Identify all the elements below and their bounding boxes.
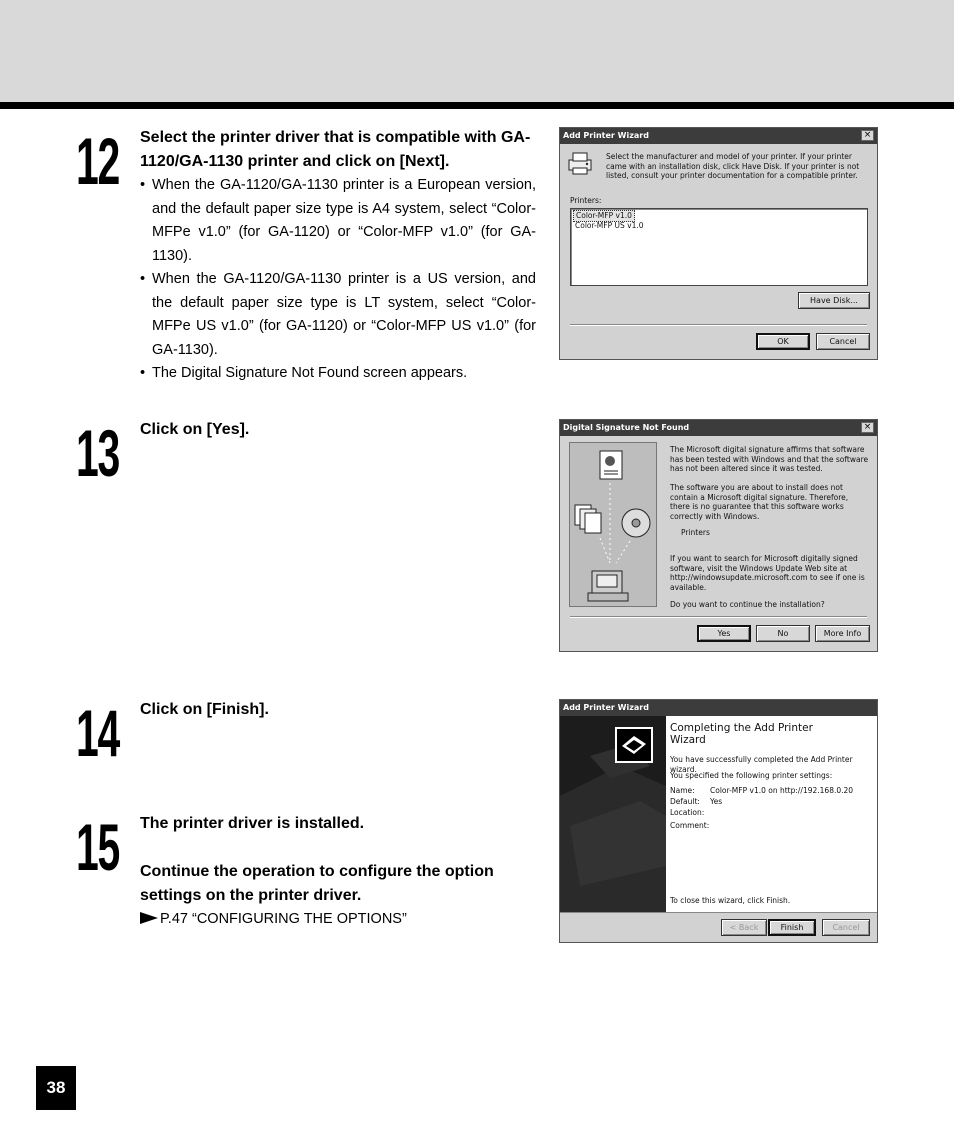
signature-illustration [569, 442, 657, 607]
setting-default-label: Default: [670, 797, 700, 806]
setting-comment-label: Comment: [670, 821, 710, 830]
have-disk-button[interactable]: Have Disk... [798, 292, 870, 309]
wizard-instructions: Select the manufacturer and model of your printer. If your printer came with an installation disk, click Have Disk. If your printer is not listed, consult your printer documentation for a compatible printer. [606, 152, 860, 180]
dialog-title: Add Printer Wizard [563, 131, 649, 140]
add-printer-complete-dialog [559, 699, 878, 943]
step-12-title: Select the printer driver that is compatible with GA-1120/GA-1130 printer and click on [Next]. [140, 129, 531, 170]
wizard-printer-watermark-icon [560, 716, 666, 912]
page-number: 38 [36, 1066, 76, 1110]
wizard-content-panel [666, 716, 877, 912]
wizard-specified-text: You specified the following printer settings: [670, 771, 833, 780]
step-12-bullet-1: • When the GA-1120/GA-1130 printer is a European version, and the default paper size type is A4 system, select “Color-MFPe v1.0” (for GA-1120) or “Color-MFP v1.0” (for GA-1130). [140, 174, 536, 268]
printer-icon [566, 150, 594, 176]
signature-question: Do you want to continue the installation? [670, 600, 825, 609]
setting-location-label: Location: [670, 808, 705, 817]
signature-artwork-icon [570, 443, 656, 606]
setting-name-label: Name: [670, 786, 695, 795]
wizard-success-text: You have successfully completed the Add Printer wizard. [670, 755, 853, 774]
step-12-bullets [140, 174, 536, 386]
yes-button[interactable]: Yes [697, 625, 751, 642]
dialog-separator [570, 324, 867, 326]
dialog-separator [560, 912, 877, 913]
header-rule [0, 102, 954, 109]
signature-para-1: The Microsoft digital signature affirms that software has been tested with Windows and that the software has not been altered since it was tested. [670, 445, 869, 473]
printer-list-item[interactable]: Color-MFP US v1.0 [575, 221, 644, 230]
reference-text: P.47 “CONFIGURING THE OPTIONS” [160, 911, 407, 927]
step-number-13: 13 [76, 416, 120, 490]
no-button[interactable]: No [756, 625, 810, 642]
dialog-separator [570, 616, 867, 618]
step-number-12: 12 [76, 124, 120, 198]
header-band [0, 0, 954, 102]
reference-link[interactable] [140, 909, 407, 929]
step-15-subtitle: Continue the operation to configure the option settings on the printer driver. [140, 863, 494, 904]
step-15-title: The printer driver is installed. [140, 815, 365, 832]
close-icon[interactable]: × [861, 422, 874, 433]
add-printer-wizard-dialog [559, 127, 878, 360]
printer-list-item[interactable]: Color-MFP v1.0 [573, 210, 635, 222]
wizard-side-panel [560, 716, 666, 912]
wizard-close-hint: To close this wizard, click Finish. [670, 896, 791, 905]
signature-para-2: The software you are about to install does not contain a Microsoft digital signature. Therefore, there is no guarantee that this software works correctly with Windows. [670, 483, 849, 521]
printers-label: Printers: [570, 196, 602, 205]
step-13-title: Click on [Yes]. [140, 421, 250, 438]
arrow-right-icon [140, 912, 158, 924]
finish-button[interactable]: Finish [768, 919, 816, 936]
dialog-titlebar [560, 128, 877, 144]
digital-signature-dialog [559, 419, 878, 652]
step-14-title: Click on [Finish]. [140, 701, 269, 718]
ok-button[interactable]: OK [756, 333, 810, 350]
step-12-bullet-3: • The Digital Signature Not Found screen appears. [140, 362, 536, 386]
wizard-heading: Completing the Add Printer Wizard [670, 722, 813, 746]
step-number-15: 15 [76, 810, 120, 884]
more-info-button[interactable]: More Info [815, 625, 870, 642]
dialog-title: Add Printer Wizard [563, 703, 649, 712]
cancel-button[interactable]: Cancel [816, 333, 870, 350]
signature-item-printers: Printers [681, 528, 710, 537]
printers-listbox[interactable] [570, 208, 868, 286]
dialog-titlebar [560, 420, 877, 436]
step-number-14: 14 [76, 696, 120, 770]
setting-default-value: Yes [710, 797, 723, 806]
close-icon[interactable]: × [861, 130, 874, 141]
step-12-bullet-2: • When the GA-1120/GA-1130 printer is a US version, and the default paper size type is LT system, select “Color-MFPe US v1.0” (for GA-1120) or “Color-MFP US v1.0” (for GA-1130). [140, 268, 536, 362]
setting-name-value: Color-MFP v1.0 on http://192.168.0.20 [710, 786, 854, 795]
cancel-button[interactable]: Cancel [822, 919, 870, 936]
back-button[interactable]: < Back [721, 919, 767, 936]
signature-para-3: If you want to search for Microsoft digitally signed software, visit the Windows Update Web site at http://windowsupdate.microsoft.com to see if one is available. [670, 554, 865, 592]
dialog-title: Digital Signature Not Found [563, 423, 690, 432]
dialog-titlebar [560, 700, 877, 716]
